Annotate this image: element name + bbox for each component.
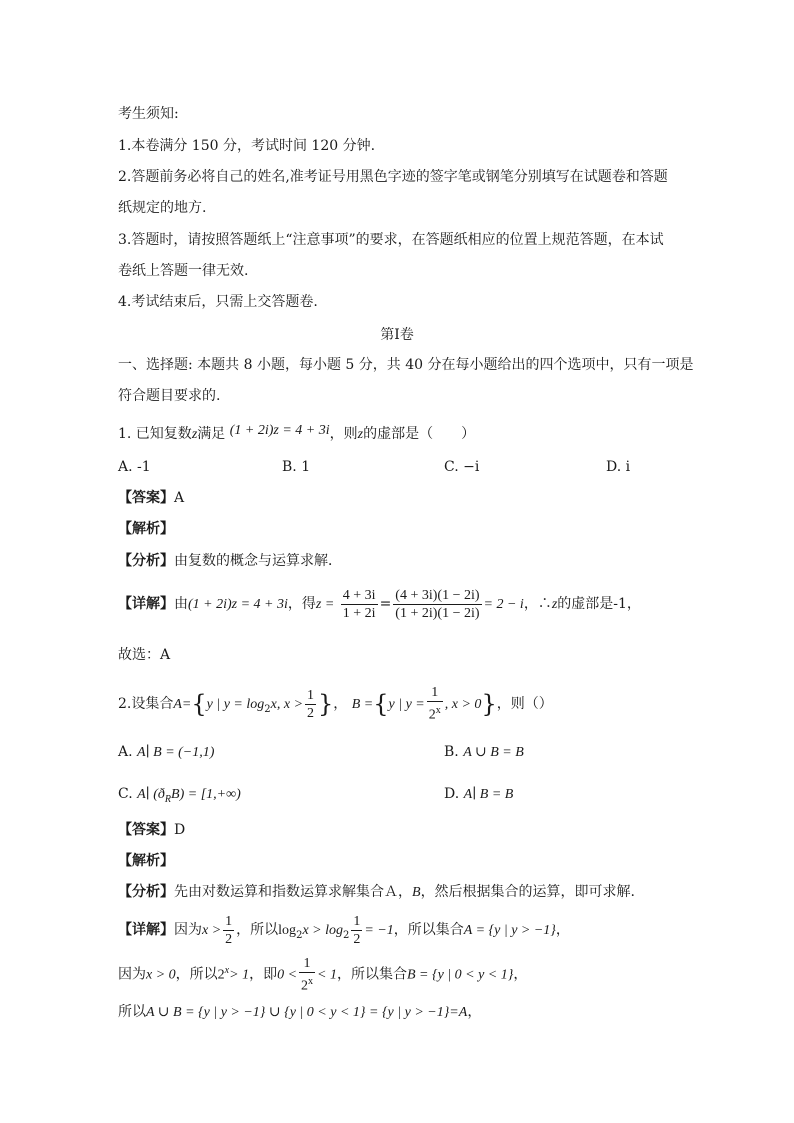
- d1-pre: 因为: [174, 922, 202, 938]
- q2-answer: [118, 820, 185, 840]
- brace-close: }: [318, 690, 334, 718]
- d1-eq: = −1: [364, 923, 394, 938]
- fenxi-tail: ，然后根据集合的运算，即可求解.: [420, 884, 636, 900]
- detail-pre: 由: [174, 596, 188, 612]
- section-intro-1: 一、选择题: 本题共 8 小题，每小题 5 分，共 40 分在每小题给出的四个选项中，只有一项是: [118, 357, 694, 373]
- q1-var-z-2: z: [357, 427, 364, 442]
- frac-num: 1: [225, 913, 233, 929]
- brace-open: {: [373, 690, 389, 718]
- d1-sub2: 2: [343, 929, 350, 941]
- q1-stem: [118, 424, 475, 445]
- q2-setA-body: y | y = log: [206, 697, 265, 712]
- brace-open: {: [191, 690, 207, 718]
- q1-option-a: A. -1: [118, 459, 151, 475]
- q1-option-d: D. i: [606, 459, 631, 475]
- d1-sub: 2: [296, 929, 303, 941]
- q1-detail: 【详解】由(1 + 2i)z = 4 + 3i，得z = $\frac{4 + 3i}{1 + 2i}$ = $\frac{(4 + 3i)(1 - 2i)}{(1 + 2i)(1 - 2i)}$ = 2 − i，∴z的虚部是-1，: [118, 587, 641, 621]
- d1-frac-2: [351, 913, 362, 948]
- q2-analysis-tag: [118, 851, 174, 871]
- frac-den-sup: x: [308, 975, 314, 987]
- analysis-tag: 【解析】: [118, 853, 174, 869]
- detail-tail2: 的虚部是-1，: [557, 596, 641, 612]
- d3-pre: 所以: [118, 1004, 146, 1020]
- frac-den: 2: [307, 705, 315, 721]
- d3-end: ，: [467, 1004, 482, 1020]
- q1-analysis-tag: [118, 519, 174, 539]
- frac-den-sup: x: [435, 705, 441, 717]
- q2-option-a: [118, 742, 214, 763]
- answer-value: A: [174, 490, 185, 506]
- option-text: A∣ B = B: [463, 787, 514, 802]
- q2-stem: [118, 684, 553, 730]
- fenxi-text: 由复数的概念与运算求解．: [174, 553, 342, 569]
- q1-equation: (1 + 2i)z = 4 + 3i: [229, 423, 330, 438]
- frac-den: (1 + 2i)(1 − 2i): [395, 605, 480, 621]
- d2-pow-sup: x: [224, 965, 230, 976]
- q1-suffix2: 的虚部是（ ）: [363, 426, 476, 442]
- option-label: C.: [118, 786, 133, 802]
- detail-tail: ，∴: [523, 596, 552, 612]
- d1-frac: [223, 913, 234, 948]
- d1-log2: x > log: [302, 923, 343, 938]
- q2-setA-rest: x, x >: [270, 697, 304, 712]
- q2-suffix: ，则（）: [496, 696, 553, 712]
- notice-item-3: 3.答题时，请按照答题纸上“注意事项”的要求，在答题纸相应的位置上规范答题，在本试: [118, 232, 664, 248]
- detail-tag: 【详解】: [118, 596, 174, 612]
- q2-setA-label: A=: [173, 697, 192, 712]
- log-base: 2: [264, 703, 271, 715]
- d2-mid: ，所以: [175, 966, 218, 983]
- option-label: A.: [118, 744, 133, 760]
- notice-title: 考生须知:: [118, 106, 179, 122]
- option-label: D.: [444, 786, 460, 802]
- notice-item-4: 4.考试结束后，只需上交答题卷.: [118, 294, 318, 310]
- notice-item-1: 1.本卷满分 150 分，考试时间 120 分钟.: [118, 138, 376, 154]
- q2-setB-body: y | y =: [388, 697, 425, 712]
- notice-item-2-cont: 纸规定的地方.: [118, 200, 207, 216]
- d2-gt: > 1: [229, 967, 250, 983]
- q2-setB-label: B =: [351, 697, 374, 712]
- d2-mid2: ，即: [249, 966, 278, 983]
- d2-end: ，: [513, 966, 528, 983]
- option-text: A ∪ B = B: [463, 745, 524, 760]
- q1-fenxi: [118, 551, 342, 571]
- d1-log: log: [278, 923, 297, 938]
- d3-expr: A ∪ B = {y | y > −1} ∪ {y | 0 < y < 1} = {y | y > −1}=A: [146, 1005, 468, 1020]
- q1-prefix: 1. 已知复数: [118, 426, 192, 442]
- q2-detail-1: [118, 910, 570, 956]
- q2-setA-frac: [305, 687, 316, 722]
- answer-tag: 【答案】: [118, 490, 174, 506]
- frac-num: 1: [307, 687, 315, 703]
- detail-eq: (1 + 2i)z = 4 + 3i: [188, 597, 288, 612]
- frac-num: 4 + 3i: [342, 587, 376, 603]
- detail-z: z =: [315, 597, 335, 612]
- q1-option-b: B. 1: [282, 459, 311, 475]
- q1-mid: 满足: [197, 426, 226, 442]
- notice-item-3-cont: 卷纸上答题一律无效.: [118, 263, 249, 279]
- frac-num: 1: [427, 684, 443, 702]
- q2-detail-2: [118, 951, 527, 996]
- section-intro-2: 符合题目要求的.: [118, 388, 221, 404]
- detail-var-z: z: [551, 597, 558, 612]
- option-text-2: B) = [1,+∞): [171, 787, 241, 802]
- d1-end: ，: [555, 922, 570, 938]
- d2-tail: ，所以集合: [336, 966, 407, 983]
- frac-den: 1 + 2i: [342, 605, 376, 621]
- option-text: A∣ B = (−1,1): [137, 745, 215, 760]
- frac-den: 2: [225, 931, 233, 947]
- detail-result: = 2 − i: [483, 597, 524, 612]
- frac-den: 2: [353, 931, 361, 947]
- q1-option-c: C. −i: [444, 459, 480, 475]
- d1-mid: ，所以: [236, 922, 279, 938]
- frac-den-base: 2: [428, 707, 436, 723]
- fenxi-text: 先由对数运算和指数运算求解集合Ａ，: [174, 884, 412, 900]
- fenxi-tag: 【分析】: [118, 553, 174, 569]
- d2-set: B = {y | 0 < y < 1}: [406, 967, 514, 983]
- analysis-tag: 【解析】: [118, 521, 174, 537]
- notice-item-2: 2.答题前务必将自己的姓名,准考证号用黑色字迹的签字笔或钢笔分别填写在试题卷和答题: [118, 169, 668, 185]
- d1-set: A = {y | y > −1}: [463, 923, 556, 938]
- detail-frac-1: [341, 587, 378, 622]
- detail-mid: ，得: [287, 596, 316, 612]
- frac-den: [299, 973, 315, 995]
- d2-lt: 0 <: [277, 967, 298, 983]
- frac-num: 1: [299, 955, 315, 973]
- frac-den-base: 2: [301, 978, 309, 994]
- frac-num: 1: [353, 913, 361, 929]
- q2-option-d: [444, 784, 513, 805]
- d2-frac: [299, 955, 315, 995]
- q2-setB-frac: [427, 684, 443, 724]
- detail-tag: 【详解】: [118, 922, 174, 938]
- q1-var-z: z: [191, 427, 198, 442]
- section-title: 第Ⅰ卷: [380, 327, 414, 343]
- d2-lt2: < 1: [317, 967, 337, 983]
- brace-close: }: [481, 690, 497, 718]
- frac-den: [427, 702, 443, 724]
- answer-tag: 【答案】: [118, 822, 174, 838]
- q1-answer: [118, 488, 184, 508]
- frac-num: (4 + 3i)(1 − 2i): [395, 587, 480, 603]
- d1-x: x >: [202, 923, 222, 938]
- q2-setB-rest: , x > 0: [444, 697, 482, 712]
- q1-conclusion: 故选：A: [118, 647, 171, 663]
- d2-pow: 2: [217, 967, 225, 983]
- answer-value: D: [174, 822, 186, 838]
- detail-frac-2: [393, 587, 481, 622]
- option-sub: R: [164, 793, 172, 805]
- option-label: B.: [444, 744, 459, 760]
- fenxi-tag: 【分析】: [118, 884, 174, 900]
- d2-pre: 因为: [118, 966, 146, 983]
- q1-suffix: ，则: [329, 426, 358, 442]
- fenxi-B: B: [412, 885, 421, 900]
- q2-fenxi: [118, 882, 635, 903]
- d1-tail: ，所以集合: [393, 922, 464, 938]
- q2-option-b: [444, 742, 524, 763]
- q2-detail-3: [118, 1002, 481, 1023]
- q2-prefix: 2.设集合: [118, 696, 174, 712]
- d2-x: x > 0: [146, 967, 176, 983]
- q2-comma: ，: [333, 696, 348, 712]
- option-text: A∣ (ð: [137, 787, 165, 802]
- q2-option-c: [118, 784, 241, 810]
